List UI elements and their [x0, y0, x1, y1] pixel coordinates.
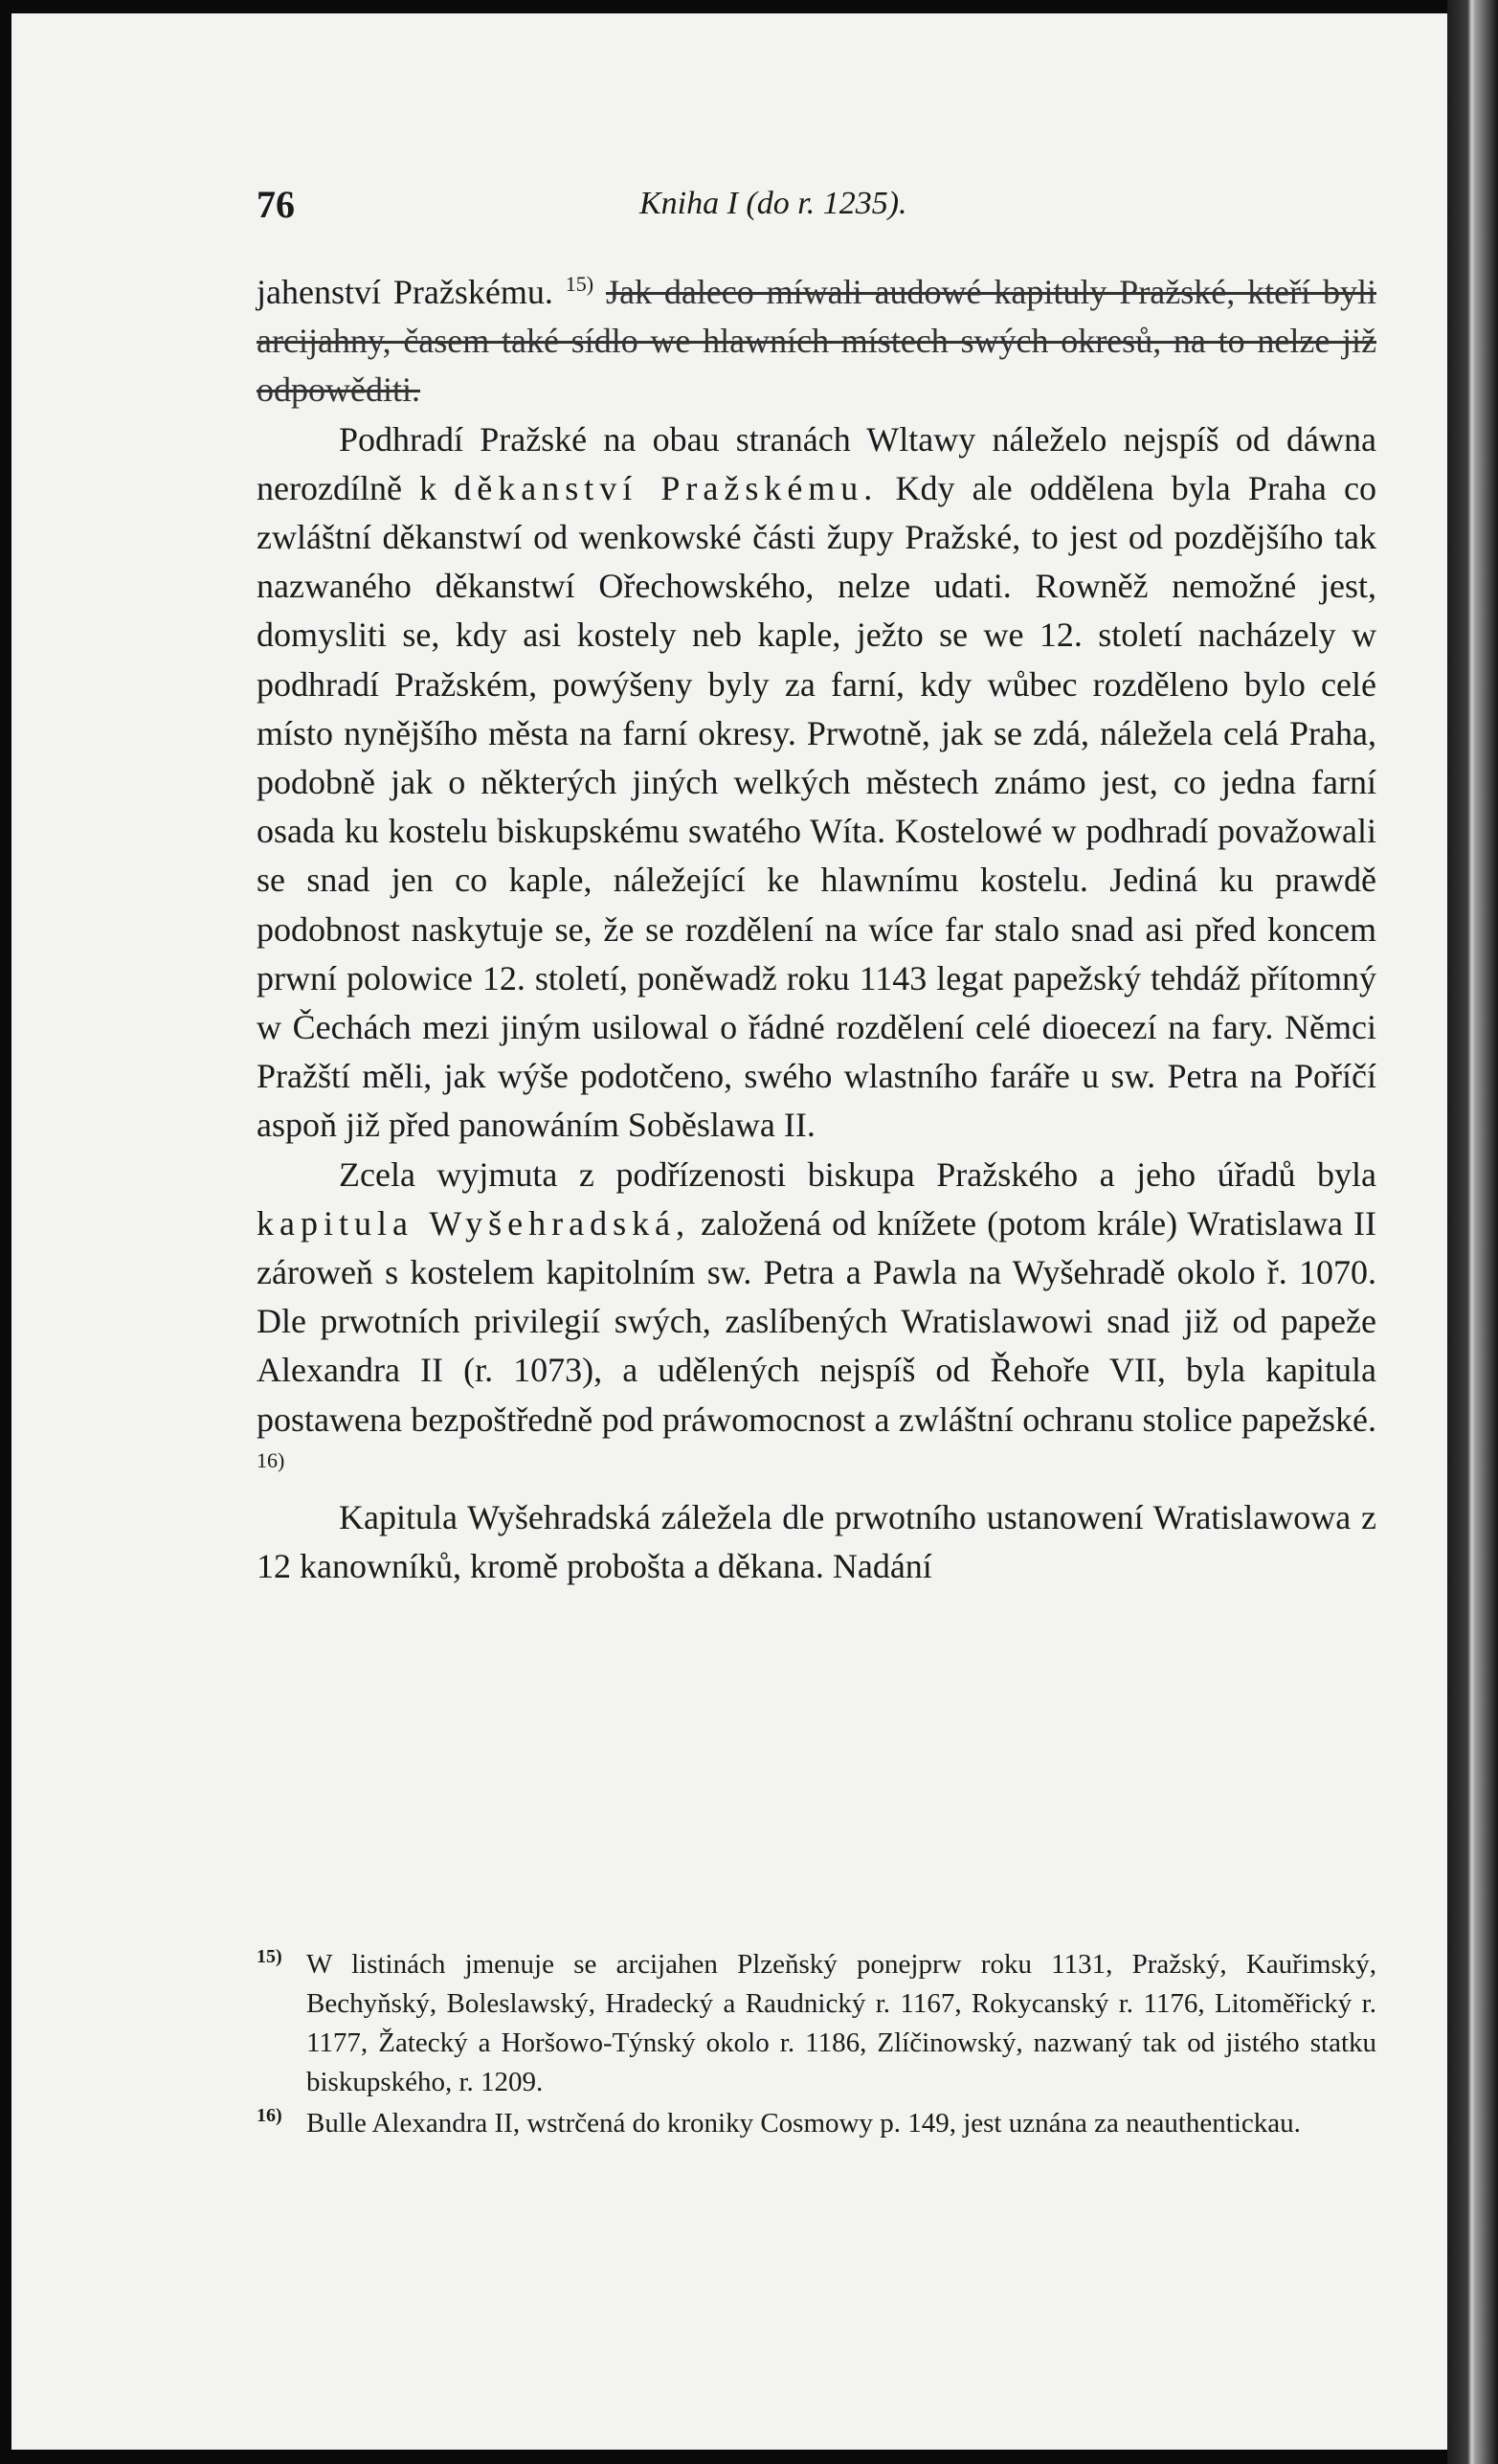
footnote-ref-15: 15): [565, 272, 594, 296]
book-spine-edge: [1447, 0, 1498, 2464]
paragraph-4-text: Kapitula Wyšehradská záležela dle prwotního ustanowení Wratislawowa z 12 kanowníků, kromě probošta a děkana. Nadání: [257, 1498, 1376, 1586]
paragraph-2-emphasis: děkanství Pražskému.: [454, 468, 879, 507]
paragraph-3-emphasis: kapitula Wyšehradská,: [257, 1203, 691, 1243]
paragraph-3-rest: založená od knížete (potom krále) Wratislawa II zároweň s kostelem kapitolním sw. Petra a Pawla na Wyšehradě okolo ř. 1070. Dle prwotních privilegií swých, zaslíbených Wratislawowi snad již od papeže Alexandra II (r. 1073), a udělených nejspíš od Řehoře VII, byla kapitula postawena bezpoštředně pod práwomocnost a zwláštní ochranu stolice papežské.: [257, 1203, 1377, 1439]
paragraph-4: [257, 1493, 1376, 1591]
paragraph-2-start: Podhradí Pražské na obau stranách Wltawy náleželo nejspíš od dáwna nerozdílně k: [257, 419, 1376, 507]
paragraph-1-intro: jahenství Pražskému.: [257, 273, 553, 311]
page-number: 76: [257, 183, 295, 226]
footnote-text: Bulle Alexandra II, wstrčená do kroniky Cosmowy p. 149, jest uznána za neauthentickau.: [306, 2108, 1301, 2139]
footnote-16: 16) Bulle Alexandra II, wstrčená do kroniky Cosmowy p. 149, jest uznána za neauthentickau.: [257, 2105, 1301, 2139]
main-text: [257, 268, 1376, 1591]
paragraph-2: [257, 415, 1376, 1151]
running-head: Kniha I (do r. 1235).: [639, 186, 907, 221]
paragraph-2-rest: Kdy ale oddělena byla Praha co zwláštní děkanstwí od wenkowské části župy Pražské, to jest od pozdějšího tak nazwaného děkanstwí Ořechowského, nelze udati. Rowněž nemožné jest, domysliti se, kdy asi kostely neb kaple, ježto se we 12. století nacházely w podhradí Pražském, powýšeny byly za farní, kdy wůbec rozděleno bylo celé místo nynějšího města na farní okresy. Prwotně, jak se zdá, náležela celá Praha, podobně jak o některých jiných welkých městech známo jest, co jedna farní osada ku kostelu biskupskému swatého Wíta. Kostelowé w podhradí považowali se snad jen co kaple, náležející ke hlawnímu kostelu. Jediná ku prawdě podobnost naskytuje se, že se rozdělení na wíce far stalo snad asi před koncem prwní polowice 12. století, poněwadž roku 1143 legat papežský tehdáž přítomný w Čechách mezi jiným usilowal o řádné rozdělení celé dioecezí na fary. Němci Pražští měli, jak wýše podotčeno, swého wlastního faráře u sw. Petra na Poříčí aspoň již před panowáním Soběslawa II.: [257, 468, 1377, 1145]
paragraph-3-start: Zcela wyjmuta z podřízenosti biskupa Pražského a jeho úřadů byla: [339, 1154, 1376, 1194]
paragraph-3: [257, 1151, 1376, 1493]
page-header: [257, 182, 1357, 239]
footnote-15: 15) W listinách jmenuje se arcijahen Plzeňský ponejprw roku 1131, Pražský, Kauřimský, Bechyňský, Boleslawský, Hradecký a Raudnický r. 1167, Rokycanský r. 1176, Litoměřický r. 1177, Žatecký a Horšowo-Týnský okolo r. 1186, Zlíčinowský, nazwaný tak od jistého statku biskupského, r. 1209.: [257, 1946, 1376, 2097]
paragraph-1: [257, 268, 1376, 415]
footnote-ref-16: 16): [257, 1447, 285, 1472]
struck-through-text: Jak daleco míwali audowé kapituly Pražské, kteří byli arcijahny, časem také sídlo we hlawních místech swých okresů, na to nelze již odpowěditi.: [257, 273, 1377, 410]
footnotes: [257, 1945, 1376, 2145]
footnote-text: W listinách jmenuje se arcijahen Plzeňský ponejprw roku 1131, Pražský, Kauřimský, Bechyňský, Boleslawský, Hradecký a Raudnický r. 1167, Rokycanský r. 1176, Litoměřický r. 1177, Žatecký a Horšowo-Týnský okolo r. 1186, Zlíčinowský, nazwaný tak od jistého statku biskupského, r. 1209.: [306, 1949, 1376, 2097]
